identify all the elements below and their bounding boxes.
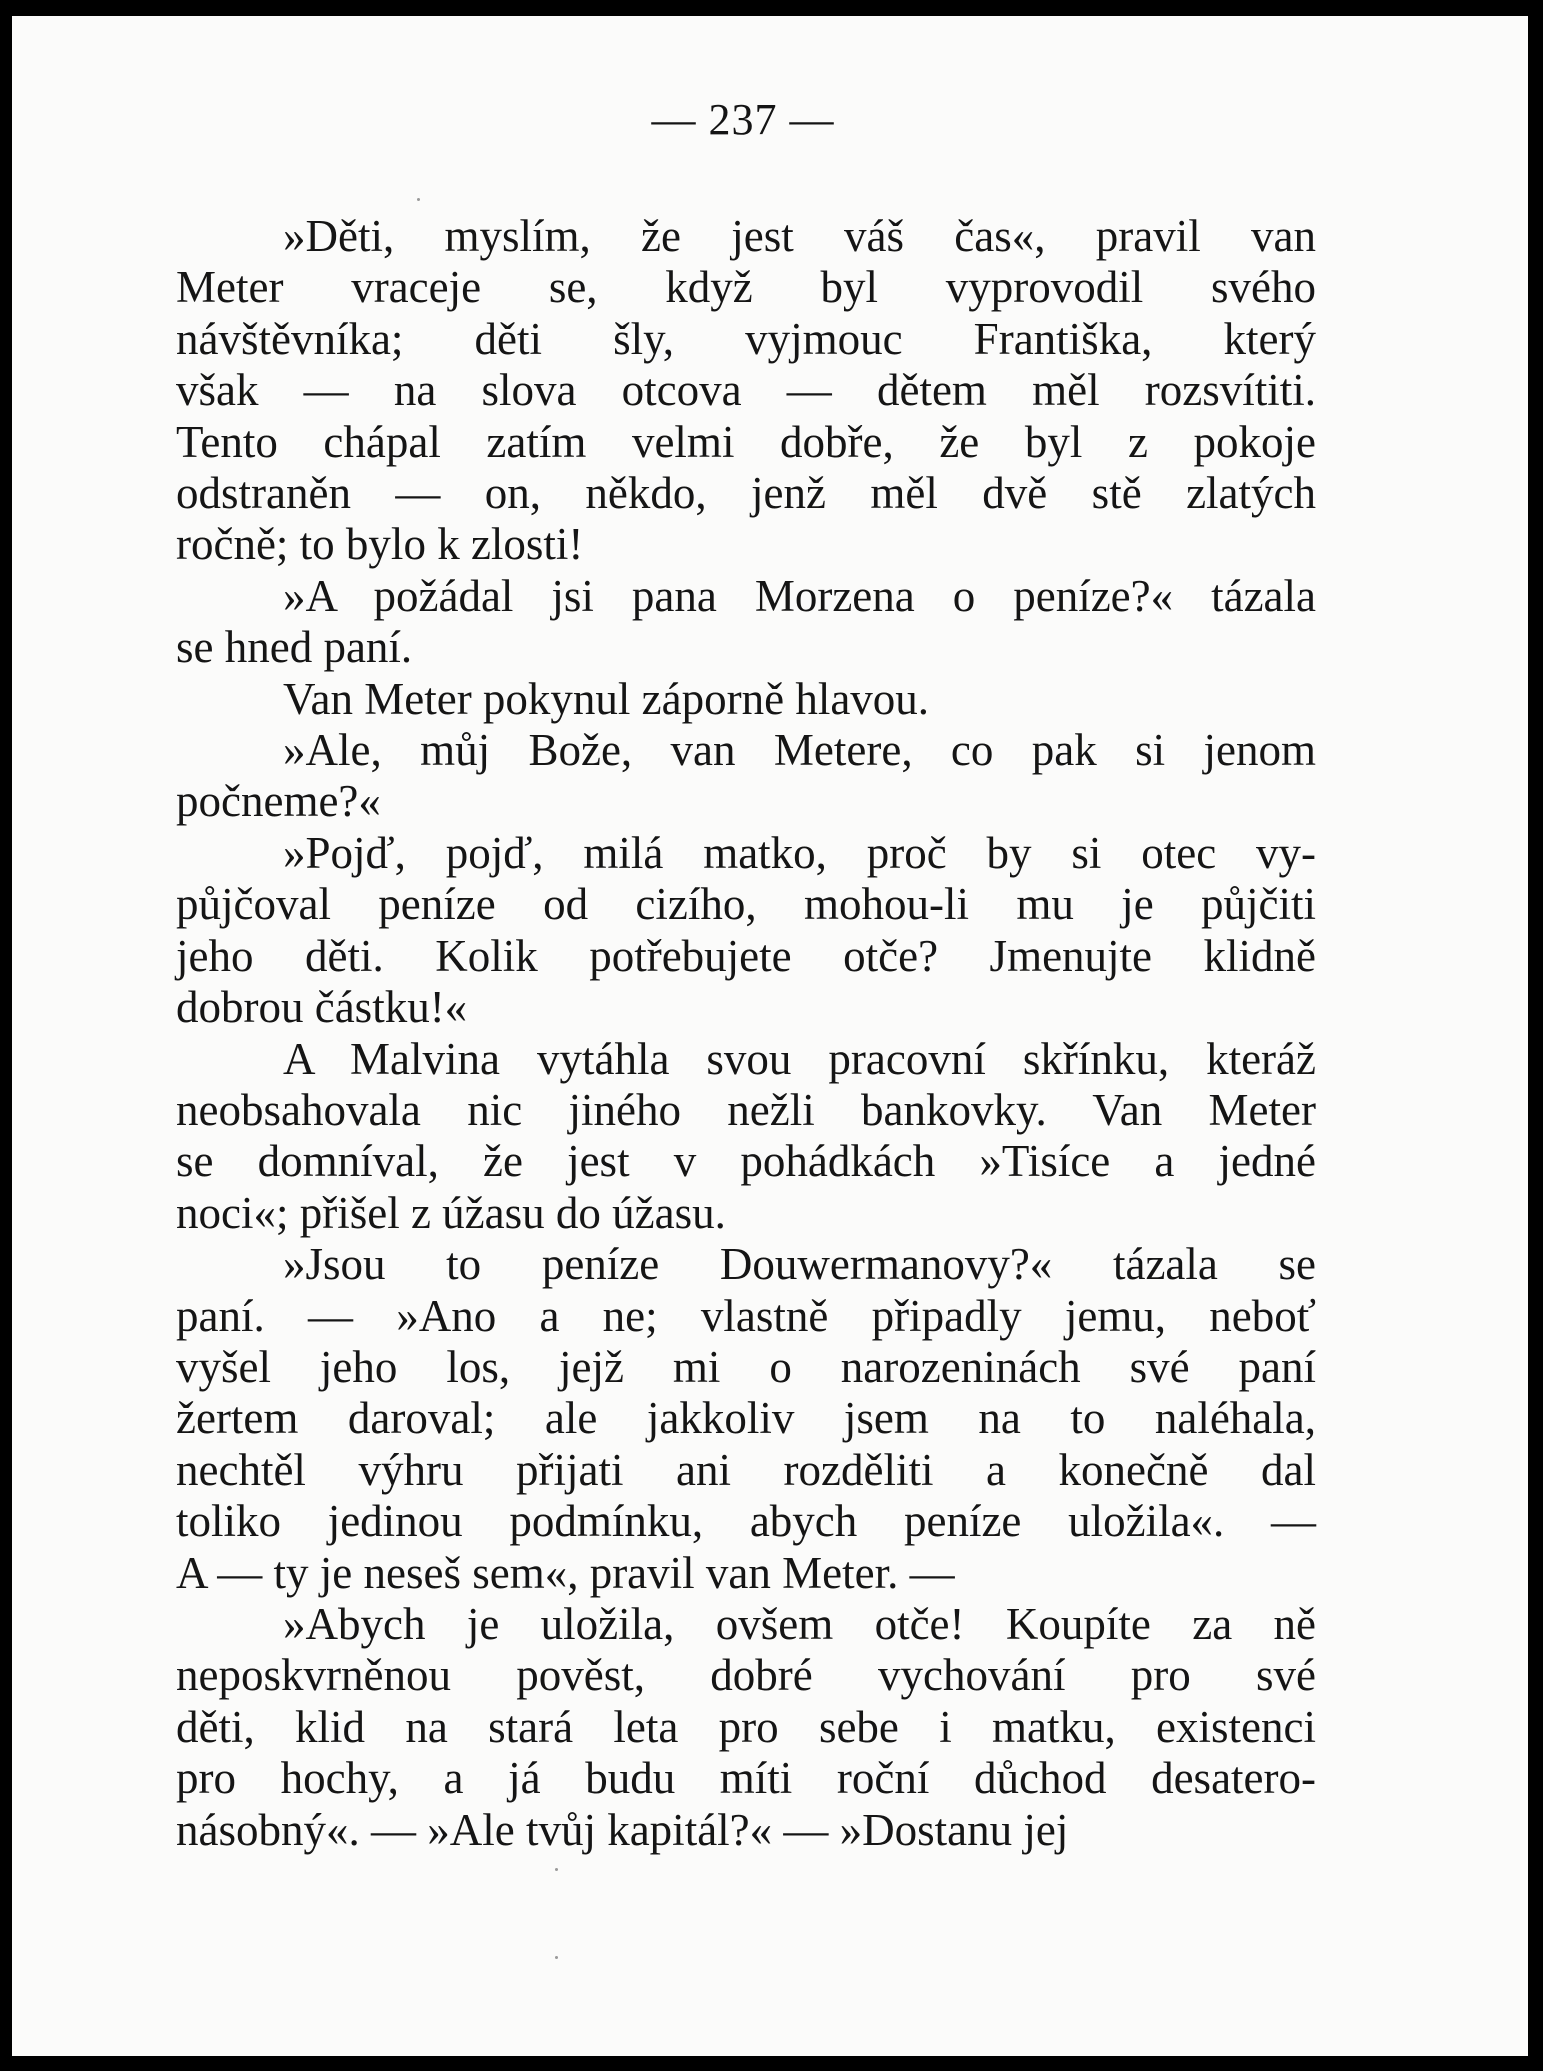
text-line: neobsahovala nic jiného nežli bankovky. Van Meter	[176, 1084, 1316, 1135]
paper-speck	[555, 1956, 558, 1959]
page-number: — 237 —	[651, 95, 835, 144]
text-line: »Jsou to peníze Douwermanovy?« tázala se	[283, 1239, 1316, 1290]
text-line: »A požádal jsi pana Morzena o peníze?« tázala	[283, 570, 1316, 621]
text-line: Tento chápal zatím velmi dobře, že byl z pokoje	[176, 416, 1316, 467]
text-line: »Děti, myslím, že jest váš čas«, pravil van	[283, 211, 1316, 261]
text-line: »Abych je uložila, ovšem otče! Koupíte za ně	[283, 1598, 1316, 1649]
text-line: Meter vraceje se, když byl vyprovodil svého	[176, 262, 1316, 313]
paper-speck	[555, 1868, 558, 1871]
text-line: »Pojď, pojď, milá matko, proč by si otec vy-	[283, 827, 1316, 878]
text-line: násobný«. — »Ale tvůj kapitál?« — »Dostanu jej	[176, 1804, 1069, 1855]
text-line: počneme?«	[176, 776, 381, 827]
text-line: se domníval, že jest v pohádkách »Tisíce a jedné	[176, 1136, 1316, 1187]
text-line: pro hochy, a já budu míti roční důchod desatero-	[176, 1753, 1316, 1804]
text-line: vyšel jeho los, jejž mi o narozeninách své paní	[176, 1341, 1316, 1392]
text-line: jeho děti. Kolik potřebujete otče? Jmenujte klidně	[176, 930, 1316, 981]
text-line: A Malvina vytáhla svou pracovní skřínku, kteráž	[283, 1033, 1316, 1084]
paragraph	[176, 725, 1316, 828]
paragraph	[176, 674, 1316, 725]
text-line: Van Meter pokynul záporně hlavou.	[283, 673, 930, 724]
paper-speck	[417, 198, 420, 201]
paragraph	[176, 1599, 1316, 1856]
text-line: žertem daroval; ale jakkoliv jsem na to naléhala,	[176, 1393, 1316, 1444]
text-line: dobrou částku!«	[176, 982, 468, 1033]
text-line: neposkvrněnou pověst, dobré vychování pro své	[176, 1650, 1316, 1701]
text-line: »Ale, můj Bože, van Metere, co pak si jenom	[283, 725, 1316, 776]
paragraph	[176, 828, 1316, 1034]
body-text	[176, 211, 1316, 1856]
paragraph	[176, 1239, 1316, 1599]
text-line: návštěvníka; děti šly, vyjmouc Františka, který	[176, 313, 1316, 364]
paragraph	[176, 1034, 1316, 1240]
text-line: nechtěl výhru přijati ani rozděliti a konečně dal	[176, 1444, 1316, 1495]
text-line: ročně; to bylo k zlosti!	[176, 519, 584, 570]
text-line: děti, klid na stará leta pro sebe i matku, existenci	[176, 1701, 1316, 1752]
text-line: půjčoval peníze od cizího, mohou-li mu je půjčiti	[176, 879, 1316, 930]
text-line: se hned paní.	[176, 622, 413, 673]
text-line: A — ty je neseš sem«, pravil van Meter. —	[176, 1547, 955, 1598]
paragraph	[176, 571, 1316, 674]
text-line: odstraněn — on, někdo, jenž měl dvě stě zlatých	[176, 468, 1316, 519]
text-line: noci«; přišel z úžasu do úžasu.	[176, 1187, 726, 1238]
text-line: však — na slova otcova — dětem měl rozsvítiti.	[176, 365, 1316, 416]
text-line: paní. — »Ano a ne; vlastně připadly jemu, neboť	[176, 1290, 1316, 1341]
text-line: toliko jedinou podmínku, abych peníze uložila«. —	[176, 1496, 1316, 1547]
book-page	[12, 16, 1528, 2056]
paragraph	[176, 211, 1316, 571]
